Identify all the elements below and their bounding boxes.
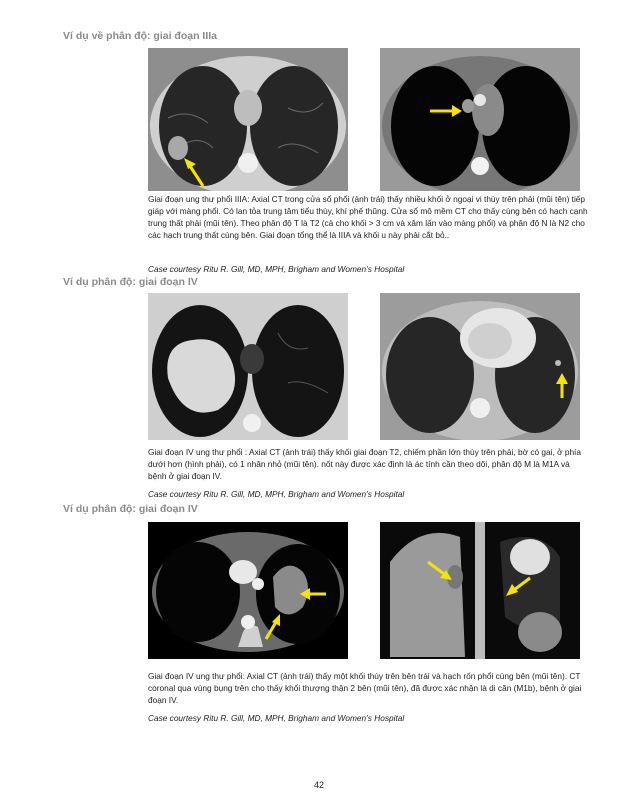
ct-axial-left-upper-lobe-mass-image: [148, 522, 348, 659]
section-caption-stage-4-b: Giai đoạn IV ung thư phổi: Axial CT (ảnh trái) thấy một khối thùy trên bên trái và hạch rốn phổi cùng bên (mũi tên). CT coronal qua vùng bụng trên cho thấy khối thượng thận 2 bên (mũi tên), đã được xác nhận là di căn (M1b), bệnh ở giai đoạn IV.: [148, 671, 582, 705]
ct-soft-tissue-window-image: [380, 48, 580, 191]
ct-lung-window-image: [148, 48, 348, 191]
page-number: 42: [313, 780, 324, 790]
ct-coronal-adrenal-mass-image: [380, 522, 580, 659]
section-heading-stage-3a: Ví dụ về phân độ: giai đoạn IIIa: [63, 30, 218, 42]
section-caption-stage-3a: Giai đoạn ung thư phổi IIIA: Axial CT trong cửa sổ phổi (ảnh trái) thấy nhiều khối ở ngoại vi thùy trên phải (mũi tên) tiếp giáp với màng phổi. Có lan tỏa trung tâm tiểu thùy, khí phế thũng. Cửa sổ mô mềm CT cho thấy cùng bên có hạch cạnh trung thất phải (mũi tên). Theo phân độ T là T2 (cả cho khối > 3 cm và xâm lấn vào màng phổi) và phân độ N là N2 cho các hạch trung thất cùng bên. Giai đoạn tổng thể là IIIA và khối u này phải cắt bỏ..: [148, 194, 588, 240]
case-credit: Case courtesy Ritu R. Gill, MD, MPH, Brigham and Women’s Hospital: [148, 713, 405, 723]
ct-axial-lower-nodule-image: [380, 293, 580, 440]
section-heading-stage-4-b: Ví dụ phân độ: giai đoạn IV: [63, 503, 198, 515]
case-credit: Case courtesy Ritu R. Gill, MD, MPH, Brigham and Women’s Hospital: [148, 489, 405, 499]
ct-axial-right-upper-lobe-mass-image: [148, 293, 348, 440]
section-heading-stage-4-a: Ví dụ phân độ: giai đoạn IV: [63, 276, 198, 288]
case-credit: Case courtesy Ritu R. Gill, MD, MPH, Brigham and Women’s Hospital: [148, 264, 405, 274]
section-caption-stage-4-a: Giai đoạn IV ung thư phổi : Axial CT (ảnh trái) thấy khối giai đoạn T2, chiếm phần lớn thùy trên phải, bờ có gai, ở phía dưới hơn (hình phải), có 1 nhân nhỏ (mũi tên). nốt này được xác định là ác tính cần theo dõi, phân độ M là M1A và bệnh ở giai đoạn IV.: [148, 447, 581, 481]
